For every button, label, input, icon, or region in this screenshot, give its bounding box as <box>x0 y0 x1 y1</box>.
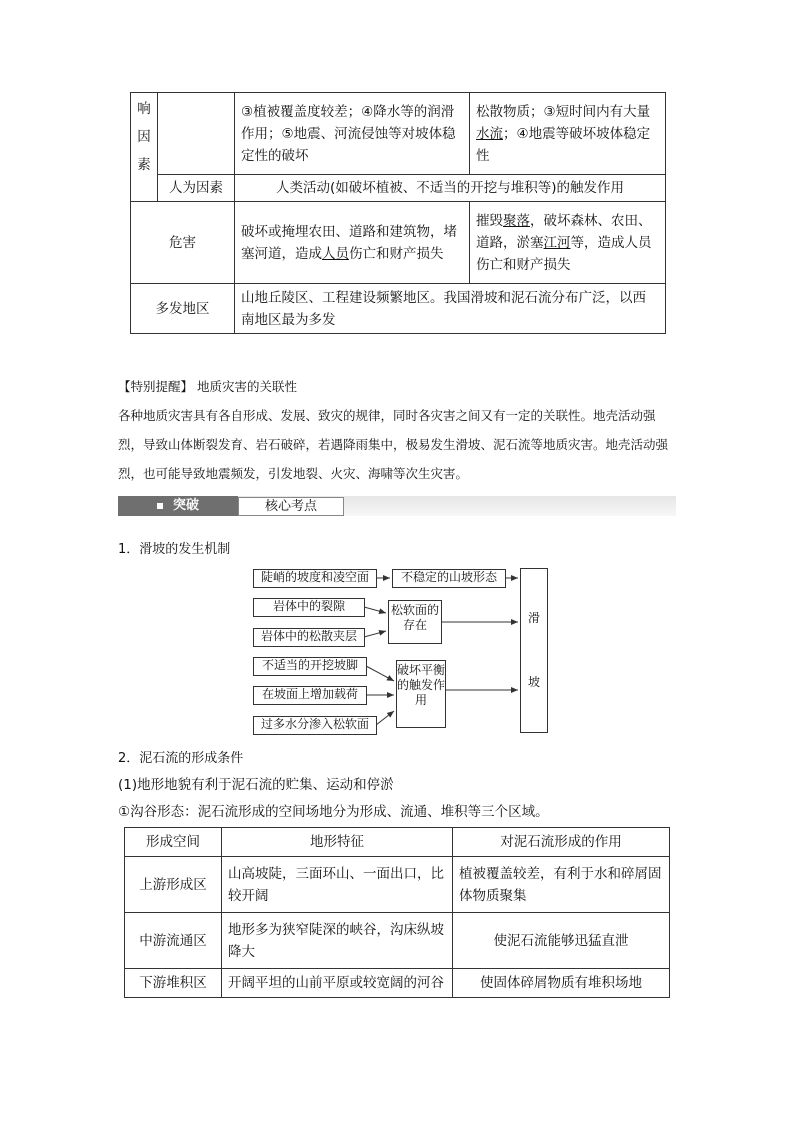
natural-factor-label-cell <box>158 93 235 175</box>
human-factor-content: 人类活动(如破坏植被、不适当的开挖与堆积等)的触发作用 <box>235 175 666 202</box>
reminder-title: 【特别提醒】 地质灾害的关联性 <box>118 379 297 394</box>
section2-title: 2．泥石流的形成条件 <box>118 751 244 766</box>
special-reminder <box>118 372 678 488</box>
reminder-body: 各种地质灾害具有各自形成、发展、致灾的规律，同时各灾害之间又有一定的关联性。地壳活动强烈，导致山体断裂发育、岩石破碎，若遇降雨集中，极易发生滑坡、泥石流等地质灾害。地壳活动强烈，也可能导致地震频发，引发地裂、火灾、海啸等次生灾害。 <box>118 408 669 481</box>
cell-text: 破坏或掩埋农田、道路和建筑物，堵塞河道，造成 <box>241 223 457 262</box>
region-content: 山地丘陵区、工程建设频繁地区。我国滑坡和泥石流分布广泛，以西南地区最为多发 <box>235 284 666 334</box>
cell-text: ；④地震等破坏坡体稳定性 <box>476 125 651 164</box>
underlined-text: 人员 <box>322 245 349 262</box>
cell-text: 松散物质；③短时间内有大量 <box>476 103 651 120</box>
factor-char-3: 素 <box>137 157 151 173</box>
human-factor-label: 人为因素 <box>158 175 235 202</box>
arrow-line <box>376 711 394 725</box>
arrow-line <box>364 607 386 613</box>
section1-title: 1．滑坡的发生机制 <box>118 542 231 557</box>
header-terrain: 地形特征 <box>222 828 453 857</box>
landslide-hazard-cell <box>235 202 470 284</box>
section-banner <box>118 496 676 516</box>
factor-char-2: 因 <box>137 129 151 145</box>
table-row-label: 下游堆积区 <box>125 969 222 998</box>
underlined-text: 江河 <box>543 234 571 251</box>
table-cell: 使固体碎屑物质有堆积场地 <box>453 969 670 998</box>
box-improper-excavation: 不适当的开挖坡脚 <box>253 657 367 676</box>
header-effect: 对泥石流形成的作用 <box>453 828 670 857</box>
table-row-label: 中游流通区 <box>125 913 222 969</box>
table-cell: 植被覆盖较差，有利于水和碎屑固体物质聚集 <box>453 857 670 913</box>
table-cell: 开阔平坦的山前平原或较宽阔的河谷 <box>222 969 453 998</box>
table-cell: 使泥石流能够迅猛直泄 <box>453 913 670 969</box>
landslide-natural-factor-cell: ③植被覆盖度较差；④降水等的润滑作用；⑤地震、河流侵蚀等对坡体稳定性的破坏 <box>235 93 470 175</box>
box-trigger: 破坏平衡的触发作用 <box>396 660 446 728</box>
table-row-label: 上游形成区 <box>125 857 222 913</box>
region-label: 多发地区 <box>131 284 235 334</box>
table-cell: 地形多为狭窄陡深的峡谷，沟床纵坡降大 <box>222 913 453 969</box>
debris-flow-natural-factor-cell <box>470 93 666 175</box>
cell-text: 等，造成人员伤亡和财产损失 <box>476 234 652 273</box>
box-soft-surface: 松软面的存在 <box>388 600 442 644</box>
box-steep-slope: 陡峭的坡度和凌空面 <box>253 569 377 588</box>
box-added-load: 在坡面上增加载荷 <box>253 686 367 705</box>
arrow-line <box>366 666 394 681</box>
banner-dark-label: 突破 <box>172 498 199 513</box>
hazard-label: 危害 <box>131 202 235 284</box>
box-loose-interlayer: 岩体中的松散夹层 <box>253 628 365 647</box>
underlined-text: 水流 <box>476 125 503 142</box>
cell-text: ，破坏森林、农田、道路，淤塞 <box>476 212 652 251</box>
box-unstable-shape: 不稳定的山坡形态 <box>392 569 506 588</box>
cell-text: 摧毁 <box>476 212 503 229</box>
result-char-1: 滑 <box>527 611 540 625</box>
section2-sub: (1)地形地貌有利于泥石流的贮集、运动和停淤 <box>118 777 394 793</box>
box-rock-fissures: 岩体中的裂隙 <box>253 598 365 617</box>
debris-flow-table <box>124 827 670 998</box>
banner-dark-tab <box>118 496 238 516</box>
square-bullet-icon <box>157 503 163 509</box>
header-space: 形成空间 <box>125 828 222 857</box>
box-water-infiltration: 过多水分渗入松软面 <box>253 716 377 735</box>
hazard-table <box>130 92 666 334</box>
result-char-2: 坡 <box>527 675 540 689</box>
box-landslide-result <box>520 568 548 733</box>
table-cell: 山高坡陡，三面环山、一面出口，比较开阔 <box>222 857 453 913</box>
debris-flow-hazard-cell <box>470 202 666 284</box>
cell-text: 伤亡和财产损失 <box>349 245 444 262</box>
underlined-text: 聚落 <box>503 212 530 229</box>
banner-light-label: 核心考点 <box>238 497 344 516</box>
factor-char-1: 响 <box>137 101 151 117</box>
factor-column-label <box>131 93 158 202</box>
section2-point: ①沟谷形态：泥石流形成的空间场地分为形成、流通、堆积等三个区域。 <box>118 804 549 820</box>
landslide-mechanism-diagram <box>250 565 550 735</box>
arrow-line <box>364 631 386 637</box>
